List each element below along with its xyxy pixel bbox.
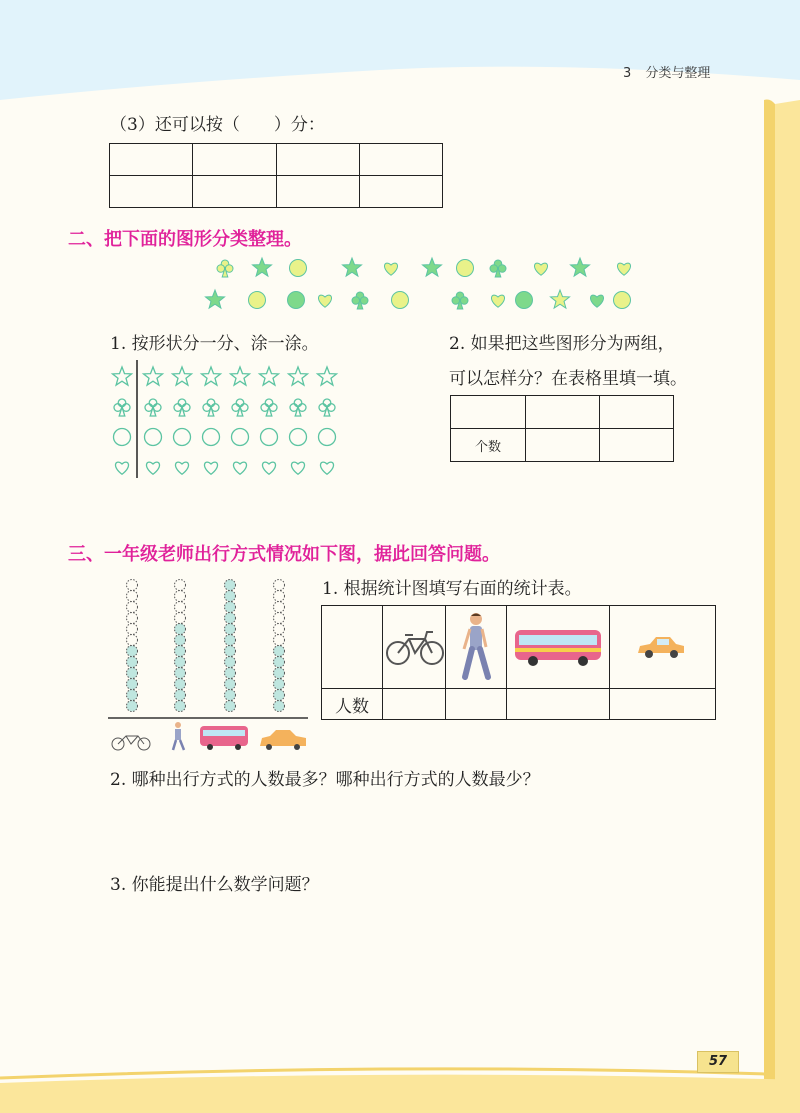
circle-icon [457, 260, 474, 277]
club-icon [352, 292, 368, 309]
table-cell[interactable] [276, 176, 359, 208]
pictograph-circle [175, 580, 186, 591]
star-icon [343, 258, 362, 276]
bicycle-icon [112, 736, 150, 750]
pictograph-circle [225, 701, 236, 712]
shapes-display [0, 250, 800, 330]
pictograph-circle [127, 613, 138, 624]
pictograph-circle [225, 635, 236, 646]
pictograph-circle [225, 668, 236, 679]
transport-stat-table [321, 605, 716, 720]
pictograph-circle [225, 624, 236, 635]
heart-icon [233, 462, 246, 474]
pictograph-circle [274, 679, 285, 690]
pictograph-column [274, 580, 285, 712]
circle-icon [290, 260, 307, 277]
pictograph-circle [175, 679, 186, 690]
table-cell[interactable] [526, 396, 600, 429]
bus-header-cell [507, 606, 610, 689]
pictograph-circle [175, 657, 186, 668]
section-2-question-2-line-1: 2. 如果把这些图形分为两组， [449, 334, 675, 354]
table-cell[interactable] [610, 689, 716, 720]
club-icon [452, 292, 468, 309]
club-icon [145, 399, 161, 416]
circle-icon [392, 292, 409, 309]
pictograph-circle [127, 646, 138, 657]
table-cell[interactable] [193, 176, 276, 208]
pictograph-circle [225, 679, 236, 690]
club-icon [114, 399, 130, 416]
pictograph-circle [175, 602, 186, 613]
car-icon [260, 730, 306, 750]
pictograph-circle [127, 602, 138, 613]
people-count-label: 人数 [322, 689, 383, 720]
pictograph-circle [127, 624, 138, 635]
star-icon [551, 290, 570, 308]
table-cell[interactable] [600, 429, 674, 462]
star-icon [571, 258, 590, 276]
club-icon [174, 399, 190, 416]
car-icon [636, 635, 686, 661]
table-cell [322, 606, 383, 689]
table-cell[interactable] [526, 429, 600, 462]
table-cell[interactable] [110, 144, 193, 176]
circle-icon [288, 292, 305, 309]
pictograph-circle [175, 624, 186, 635]
walking-person-icon [456, 611, 496, 683]
pictograph-circle [127, 580, 138, 591]
grouping-table [450, 395, 674, 462]
heart-icon [175, 462, 188, 474]
shape-coloring-chart [108, 360, 348, 480]
pictograph-circle [274, 624, 285, 635]
heart-icon [384, 263, 397, 275]
pictograph-circle [274, 701, 285, 712]
heart-icon [320, 462, 333, 474]
star-icon [253, 258, 272, 276]
table-cell[interactable] [359, 176, 442, 208]
club-icon [203, 399, 219, 416]
pictograph-circle [274, 591, 285, 602]
circle-icon [114, 429, 131, 446]
star-icon [113, 367, 132, 385]
circle-icon [319, 429, 336, 446]
table-cell[interactable] [383, 689, 446, 720]
pictograph-circle [274, 613, 285, 624]
heart-icon [262, 462, 275, 474]
star-icon [173, 367, 192, 385]
heart-icon [491, 295, 504, 307]
club-icon [490, 260, 506, 277]
circle-icon [203, 429, 220, 446]
table-cell[interactable] [451, 396, 526, 429]
pictograph-circle [175, 591, 186, 602]
star-icon [260, 367, 279, 385]
heart-icon [146, 462, 159, 474]
heart-icon [204, 462, 217, 474]
club-icon [217, 260, 233, 277]
pictograph-column [175, 580, 186, 712]
heart-icon [115, 462, 128, 474]
table-cell[interactable] [600, 396, 674, 429]
circle-icon [261, 429, 278, 446]
circle-icon [174, 429, 191, 446]
pictograph-circle [127, 668, 138, 679]
bus-icon [513, 626, 605, 668]
transport-pictograph [106, 566, 316, 756]
walking-header-cell [446, 606, 507, 689]
section-2-title: 二、把下面的图形分类整理。 [68, 229, 302, 250]
pictograph-circle [225, 613, 236, 624]
pictograph-circle [274, 580, 285, 591]
pictograph-circle [175, 646, 186, 657]
pictograph-circle [175, 635, 186, 646]
heart-icon [291, 462, 304, 474]
bicycle-icon [385, 627, 445, 667]
walking-person-icon [173, 722, 184, 750]
pictograph-circle [225, 591, 236, 602]
pictograph-circle [225, 657, 236, 668]
pictograph-circle [225, 646, 236, 657]
table-cell[interactable] [446, 689, 507, 720]
pictograph-circle [127, 701, 138, 712]
circle-icon [614, 292, 631, 309]
table-cell[interactable] [507, 689, 610, 720]
circle-icon [516, 292, 533, 309]
section-3-question-1: 1. 根据统计图填写右面的统计表。 [322, 579, 582, 599]
section-2-question-2-line-2: 可以怎样分？在表格里填一填。 [449, 369, 687, 389]
pictograph-circle [274, 657, 285, 668]
star-icon [289, 367, 308, 385]
bus-icon [200, 726, 248, 750]
pictograph-circle [127, 657, 138, 668]
club-icon [290, 399, 306, 416]
table-cell[interactable] [359, 144, 442, 176]
pictograph-circle [274, 668, 285, 679]
circle-icon [232, 429, 249, 446]
pictograph-circle [175, 668, 186, 679]
pictograph-circle [274, 602, 285, 613]
pictograph-circle [175, 690, 186, 701]
circle-icon [145, 429, 162, 446]
pictograph-circle [175, 613, 186, 624]
club-icon [319, 399, 335, 416]
heart-icon [590, 295, 603, 307]
pictograph-circle [225, 690, 236, 701]
star-icon [231, 367, 250, 385]
table-cell[interactable] [110, 176, 193, 208]
table-cell[interactable] [193, 144, 276, 176]
circle-icon [290, 429, 307, 446]
club-icon [261, 399, 277, 416]
pictograph-circle [127, 635, 138, 646]
chapter-title: 分类与整理 [645, 66, 711, 81]
star-icon [144, 367, 163, 385]
pictograph-circle [274, 690, 285, 701]
question-3-label: （3）还可以按（ ）分： [110, 115, 325, 135]
pictograph-column [225, 580, 236, 712]
section-3-question-3: 3. 你能提出什么数学问题？ [110, 875, 319, 895]
star-icon [423, 258, 442, 276]
page-number: 57 [697, 1051, 739, 1073]
pictograph-circle [274, 635, 285, 646]
pictograph-circle [127, 591, 138, 602]
car-header-cell [610, 606, 716, 689]
pictograph-circle [274, 646, 285, 657]
bicycle-header-cell [383, 606, 446, 689]
pictograph-circle [127, 679, 138, 690]
pictograph-circle [127, 690, 138, 701]
section-3-question-2: 2. 哪种出行方式的人数最多？哪种出行方式的人数最少？ [110, 770, 540, 790]
star-icon [318, 367, 337, 385]
pictograph-circle [225, 580, 236, 591]
star-icon [202, 367, 221, 385]
star-icon [206, 290, 225, 308]
heart-icon [617, 263, 630, 275]
table-cell[interactable] [276, 144, 359, 176]
chapter-header [623, 62, 710, 81]
heart-icon [534, 263, 547, 275]
count-row-label: 个数 [451, 429, 526, 462]
pictograph-column [127, 580, 138, 712]
classification-table [109, 143, 443, 208]
pictograph-circle [225, 602, 236, 613]
pictograph-circle [175, 701, 186, 712]
chapter-number: 3 [623, 66, 632, 81]
club-icon [232, 399, 248, 416]
section-2-question-1: 1. 按形状分一分、涂一涂。 [110, 334, 319, 354]
section-3-title: 三、一年级老师出行方式情况如下图，据此回答问题。 [68, 544, 500, 565]
circle-icon [249, 292, 266, 309]
heart-icon [318, 295, 331, 307]
